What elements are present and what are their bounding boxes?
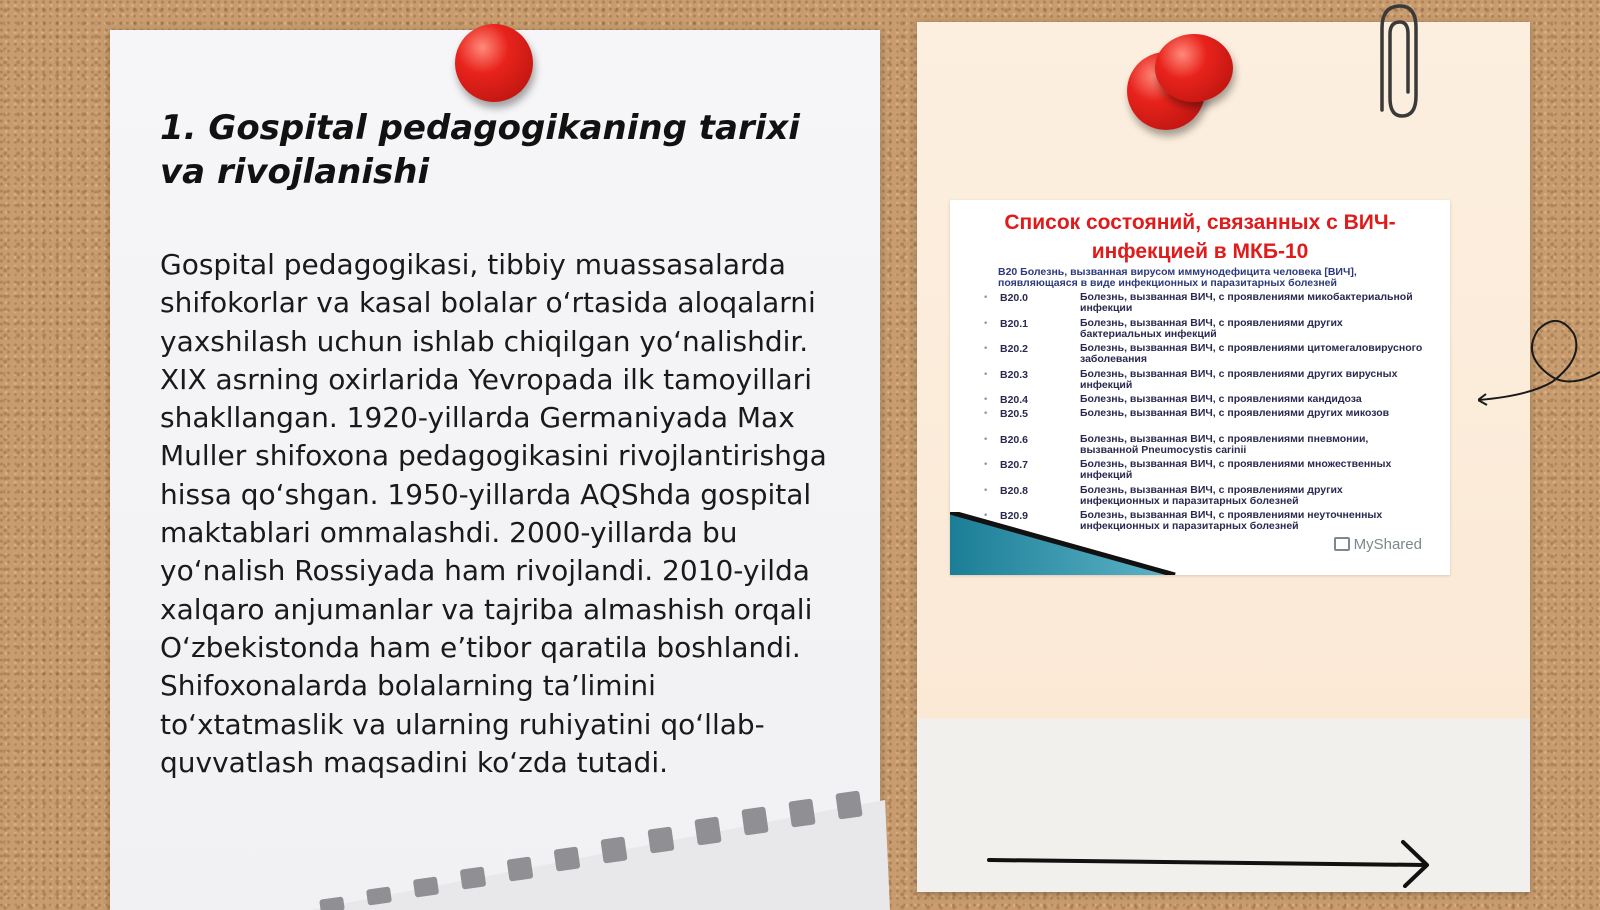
list-item <box>950 318 1450 344</box>
code-label: B20.3 <box>1000 368 1029 381</box>
brand-label: MyShared <box>1353 536 1422 553</box>
code-label: B20.9 <box>1000 510 1029 522</box>
slide-title: 1. Gospital pedagogikaning tarixi va rivojlanishi <box>160 108 800 192</box>
code-description: Болезнь, вызванная ВИЧ, с проявлениями множественных инфекций <box>1080 458 1392 481</box>
code-label: B20.7 <box>1000 459 1029 471</box>
code-label: B20.6 <box>1000 433 1029 446</box>
code-description: Болезнь, вызванная ВИЧ, с проявлениями других микозов <box>1080 407 1390 419</box>
red-pushpin-left-icon <box>455 24 533 102</box>
code-description: Болезнь, вызванная ВИЧ, с проявлениями других бактериальных инфекций <box>1080 316 1343 340</box>
code-label: B20.1 <box>1000 317 1029 330</box>
long-arrow-right-icon <box>985 838 1445 888</box>
bullet-icon: • <box>983 369 989 380</box>
list-item <box>950 369 1450 395</box>
myshared-logo-icon <box>1334 537 1350 551</box>
code-description: Болезнь, вызванная ВИЧ, с проявлениями микобактериальной инфекции <box>1080 291 1413 314</box>
bullet-icon: • <box>983 460 989 470</box>
list-item <box>950 408 1450 434</box>
list-item <box>950 343 1450 369</box>
bullet-icon: • <box>983 318 989 329</box>
bullet-icon: • <box>983 344 989 354</box>
code-label: B20.0 <box>1000 292 1029 304</box>
myshared-watermark <box>1334 536 1422 553</box>
bullet-icon: • <box>983 485 989 496</box>
list-item <box>950 459 1450 485</box>
image-header-b20: B20 Болезнь, вызванная вирусом иммунодефицита человека [ВИЧ], появляющаяся в виде инфекционных и паразитарных болезней <box>998 266 1357 289</box>
code-description: Болезнь, вызванная ВИЧ, с проявлениями кандидоза <box>1080 393 1362 405</box>
bullet-icon: • <box>983 395 989 405</box>
list-item <box>950 434 1450 460</box>
image-title: Список состояний, связанных с ВИЧ-инфекцией в МКБ-10 <box>1004 211 1396 263</box>
scribble-arrow-doodle <box>1478 310 1600 410</box>
slide-body-text: Gospital pedagogikasi, tibbiy muassasalarda shifokorlar va kasal bolalar o‘rtasida aloqalarni yaxshilash uchun ishlab chiqilgan yo‘nalishdir. XIX asrning oxirlarida Yevropada ilk tamoyillari shakllangan. 1920-yillarda Germaniyada Max Muller shifoxona pedagogikasini rivojlantirishga hissa qo‘shgan. 1950-yillarda AQShda gospital maktablari ommalashdi. 2000-yillarda bu yo‘nalish Rossiyada ham rivojlandi. 2010-yilda xalqaro anjumanlar va tajriba almashish orqali O‘zbekistonda ham e’tibor qaratila boshlandi. Shifoxonalarda bolalarning ta’limini to‘xtatmaslik va ularning ruhiyatini qo‘llab-quvvatlash maqsadini ko‘zda tutadi. <box>160 248 827 779</box>
code-description: Болезнь, вызванная ВИЧ, с проявлениями цитомегаловирусного заболевания <box>1080 342 1423 365</box>
bullet-icon: • <box>983 409 989 419</box>
code-label: B20.8 <box>1000 484 1029 497</box>
code-label: B20.2 <box>1000 343 1029 355</box>
torn-perforation-strip <box>310 780 890 910</box>
list-item <box>950 292 1450 318</box>
code-description: Болезнь, вызванная ВИЧ, с проявлениями других инфекционных и паразитарных болезней <box>1080 483 1343 507</box>
code-description: Болезнь, вызванная ВИЧ, с проявлениями неуточненных инфекционных и паразитарных болезней <box>1080 509 1383 532</box>
code-label: B20.4 <box>1000 394 1029 406</box>
bullet-icon: • <box>983 434 989 445</box>
list-item <box>950 485 1450 511</box>
bullet-icon: • <box>983 511 989 521</box>
bullet-icon: • <box>983 293 989 303</box>
embedded-icd10-image <box>950 200 1450 575</box>
red-pushpin-right-front-icon <box>1155 34 1233 102</box>
paperclip-icon <box>1370 0 1430 130</box>
code-description: Болезнь, вызванная ВИЧ, с проявлениями других вирусных инфекций <box>1080 367 1398 391</box>
teal-corner-wedge <box>950 512 1190 575</box>
code-description: Болезнь, вызванная ВИЧ, с проявлениями пневмонии, вызванной Pneumocystis carinii <box>1080 432 1369 456</box>
code-label: B20.5 <box>1000 408 1029 420</box>
